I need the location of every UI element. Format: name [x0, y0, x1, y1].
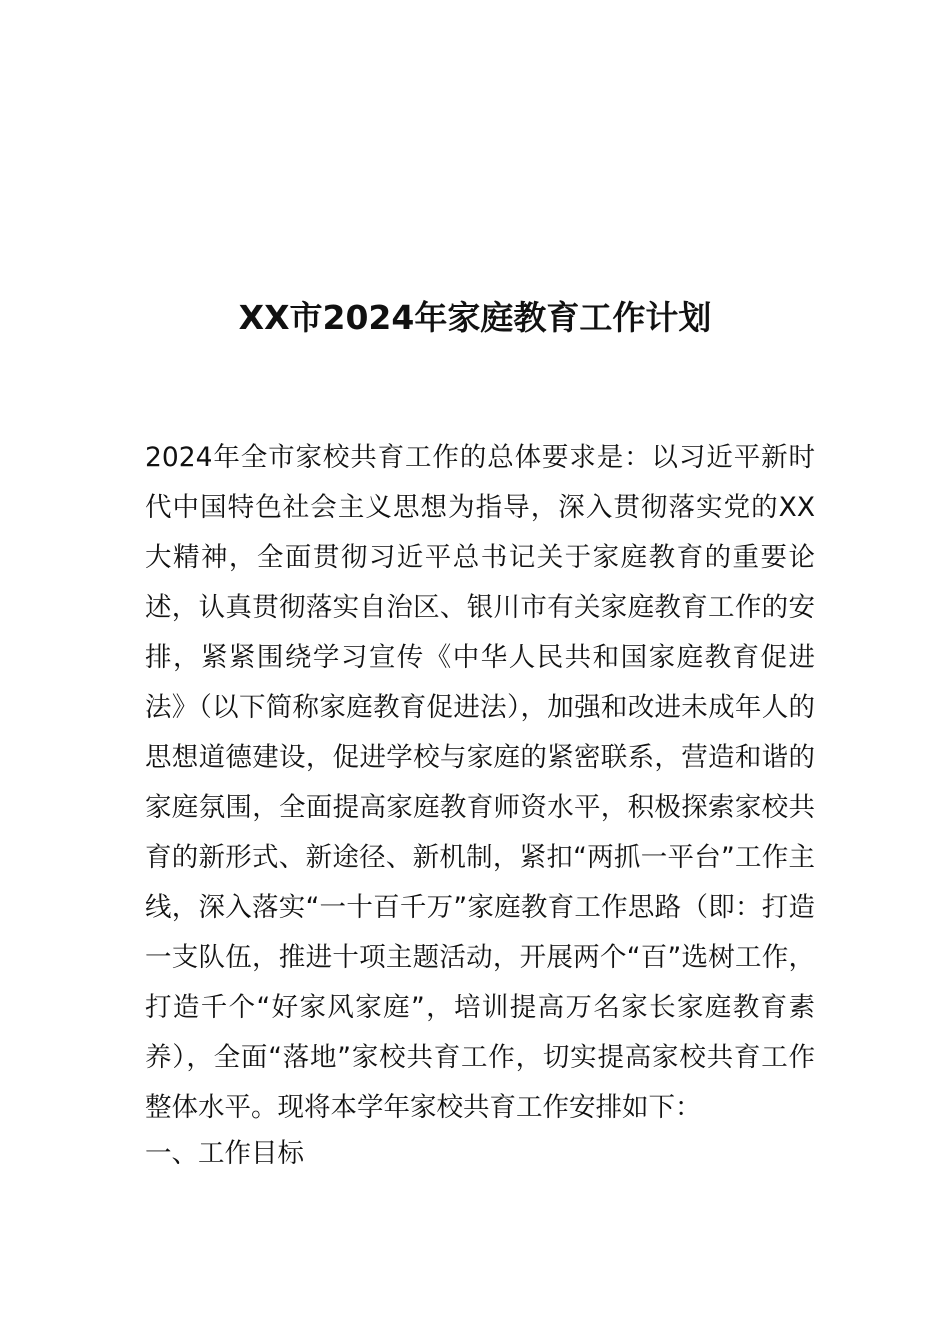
document-title: XX市2024年家庭教育工作计划	[238, 298, 712, 337]
section-heading-work-goals: 一、工作目标	[145, 1138, 304, 1169]
body-paragraph: 2024年全市家校共育工作的总体要求是：以习近平新时代中国特色社会主义思想为指导，深入贯彻落实党的XX大精神，全面贯彻习近平总书记关于家庭教育的重要论述，认真贯彻落实自治区、银川市有关家庭教育工作的安排，紧紧围绕学习宣传《中华人民共和国家庭教育促进法》（以下简称家庭教育促进法），加强和改进未成年人的思想道德建设，促进学校与家庭的紧密联系，营造和谐的家庭氛围，全面提高家庭教育师资水平，积极探索家校共育的新形式、新途径、新机制，紧扣“两抓一平台”工作主线，深入落实“一十百千万”家庭教育工作思路（即：打造一支队伍，推进十项主题活动，开展两个“百”选树工作，打造千个“好家风家庭”，培训提高万名家长家庭教育素养），全面“落地”家校共育工作，切实提高家校共育工作整体水平。现将本学年家校共育工作安排如下：	[145, 442, 815, 1123]
